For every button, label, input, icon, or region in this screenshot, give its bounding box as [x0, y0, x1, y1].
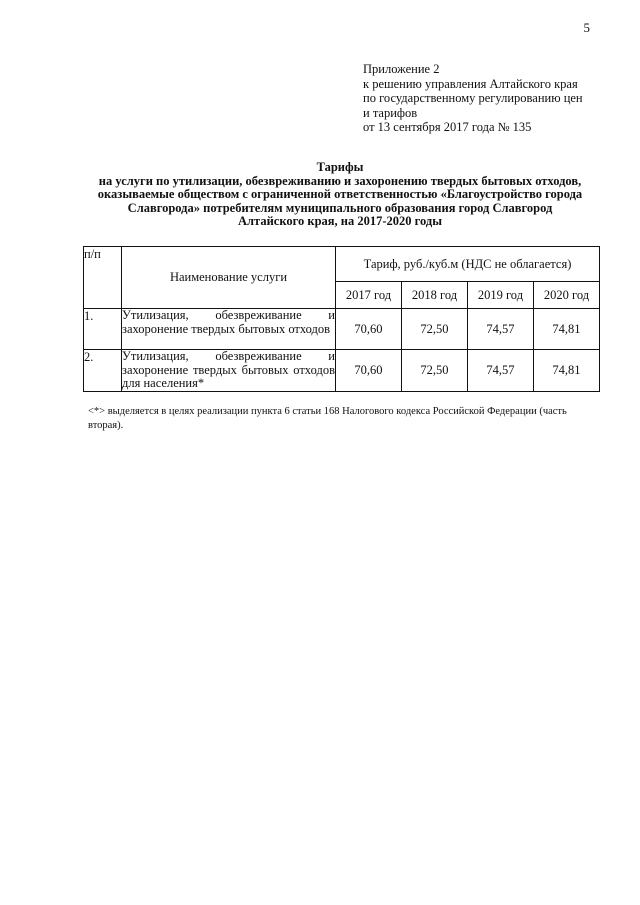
row-number: 1.: [84, 309, 122, 350]
annex-line: и тарифов: [363, 105, 418, 120]
header-year: 2017 год: [336, 282, 402, 309]
annex-line: к решению управления Алтайского края: [363, 76, 578, 91]
title-heading: Тарифы: [316, 160, 364, 174]
service-name: Утилизация, обезвреживание и захоронение твердых бытовых отходов для населения*: [122, 349, 335, 390]
row-number: 2.: [84, 350, 122, 392]
annex-line: Приложение 2: [363, 62, 440, 76]
footnote: <*> выделяется в целях реализации пункта 6 статьи 168 Налогового кодекса Российской Федерации (часть вторая).: [88, 406, 567, 431]
header-tariff: Тариф, руб./куб.м (НДС не облагается): [336, 247, 600, 282]
tariff-value: 72,50: [401, 350, 467, 392]
tariff-value: 74,57: [467, 309, 533, 350]
service-name: Утилизация, обезвреживание и захоронение твердых бытовых отходов: [122, 309, 336, 350]
title-line: оказываемые обществом с ограниченной ответственностью «Благоустройство города: [97, 187, 583, 201]
title-line: Алтайского края, на 2017-2020 годы: [238, 214, 442, 228]
table-row: [84, 309, 600, 350]
annex-line: от 13 сентября 2017 года № 135: [363, 120, 532, 134]
title-line: на услуги по утилизации, обезвреживанию и захоронению твердых бытовых отходов,: [98, 173, 582, 188]
header-year: 2019 год: [467, 282, 533, 309]
header-num: п/п: [84, 247, 122, 309]
header-year: 2018 год: [401, 282, 467, 309]
header-service-name: Наименование услуги: [122, 247, 336, 309]
document-title: [80, 161, 600, 229]
title-line: Славгорода» потребителям муниципального образования город Славгород: [127, 200, 553, 215]
annex-line: по государственному регулированию цен: [363, 91, 583, 105]
annex-block: [363, 62, 583, 135]
tariff-value: 70,60: [336, 350, 402, 392]
tariff-value: 74,57: [467, 350, 533, 392]
tariff-value: 74,81: [533, 350, 599, 392]
tariff-value: 74,81: [533, 309, 599, 350]
header-year: 2020 год: [533, 282, 599, 309]
tariff-value: 72,50: [401, 309, 467, 350]
page-number: 5: [583, 20, 590, 35]
tariff-value: 70,60: [336, 309, 402, 350]
tariff-table: [83, 246, 600, 392]
table-row: [84, 350, 600, 392]
